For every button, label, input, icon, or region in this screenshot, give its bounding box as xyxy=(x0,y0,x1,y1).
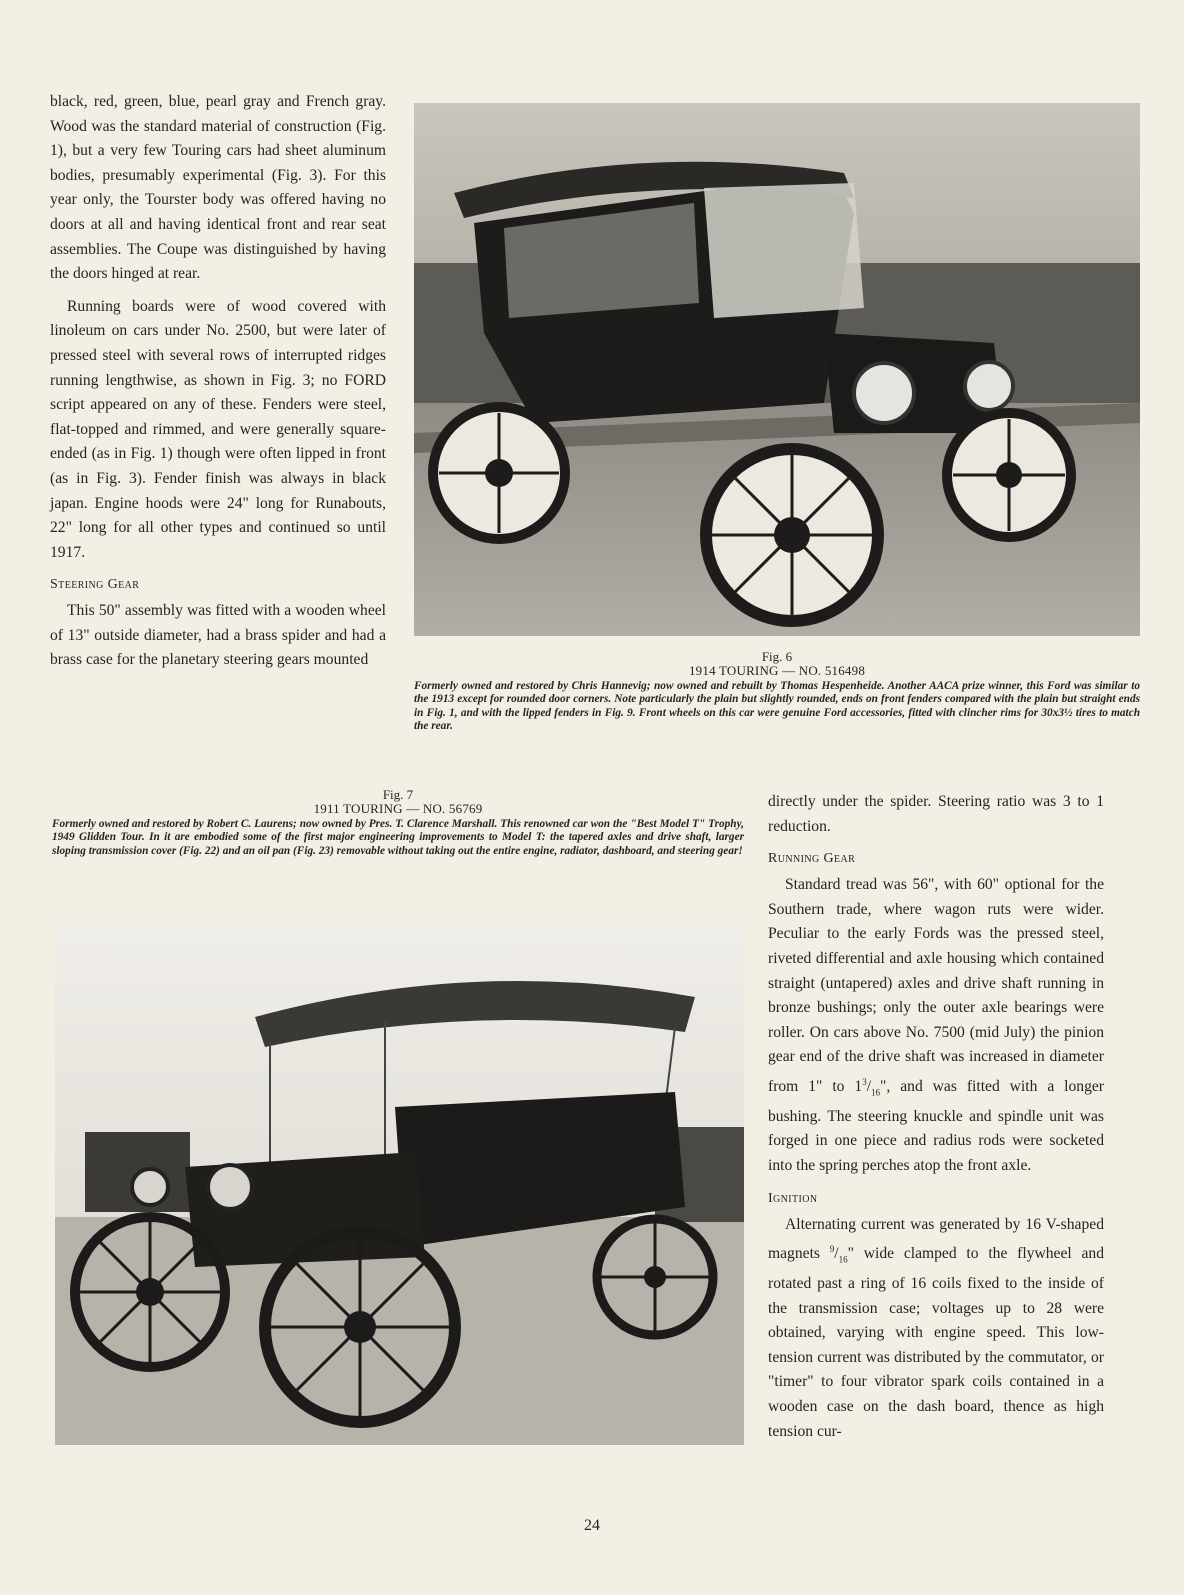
paragraph-colors-bodies: black, red, green, blue, pearl gray and French gray. Wood was the standard material of construction (Fig. 1), but a very few Touring cars had sheet aluminum bodies, presumably experimental (Fig. 3). For this year only, the Tourster body was offered having no doors at all and having identical front and rear seat assemblies. The Coupe was distinguished by having the doors hinged at rear. xyxy=(50,93,386,283)
right-column xyxy=(768,790,1104,1452)
running-gear-text-a: Standard tread was 56", with 60" optional for the Southern trade, where wagon ruts were wider. Peculiar to the early Fords was the pressed steel, riveted differential and axle housing which contained straight (untapered) axles and drive shaft running in bronze bushings; only the outer axle bearings were roller. On cars above No. 7500 (mid July) the pinion gear end of the drive shaft was increased in diameter from 1" to 1 xyxy=(768,876,1104,1096)
heading-ignition: Ignition xyxy=(768,1190,818,1206)
left-column xyxy=(50,90,386,681)
photo-fig7-image xyxy=(55,917,744,1445)
fig7-caption-text: Formerly owned and restored by Robert C. Laurens; now owned by Pres. T. Clarence Marshall. This renowned car won the "Best Model T" Trophy, 1949 Glidden Tour. In it are embodied some of the first major engineering improvements to Model T: the tapered axles and drive shaft, larger sloping transmission cover (Fig. 22) and an oil pan (Fig. 23) removable without taking out the entire engine, radiator, dashboard, and steering gear! xyxy=(52,818,744,857)
photo-fig7-1911-touring xyxy=(55,917,744,1445)
fig6-caption-text: Formerly owned and restored by Chris Hannevig; now owned and rebuilt by Thomas Hespenheide. Another AACA prize winner, this Ford was similar to the 1913 except for rounded door corners. Note particularly the plain but slightly rounded, ends on front fenders compared with the plain but straight ends in Fig. 1, and with the lipped fenders in Fig. 9. Front wheels on this car were genuine Ford accessories, fitted with clincher rims for 30x3½ tires to match the rear. xyxy=(414,680,1140,733)
running-gear-text-b: ", and was fitted with a longer bushing. The steering knuckle and spindle unit was forged in one piece and radius rods were socketed into the spring perches atop the front axle. xyxy=(768,1078,1104,1175)
fraction-numerator: 3 xyxy=(862,1076,867,1087)
fraction-denominator: 16 xyxy=(871,1087,881,1098)
paragraph-steering-ratio: directly under the spider. Steering ratio was 3 to 1 reduction. xyxy=(768,793,1104,835)
paragraph-running-gear: Standard tread was 56", with 60" optional for the Southern trade, where wagon ruts were wider. Peculiar to the early Fords was the pressed steel, riveted differential and axle housing which contained straight (untapered) axles and drive shaft running in bronze bushings; only the outer axle bearings were roller. On cars above No. 7500 (mid July) the pinion gear end of the drive shaft was increased in diameter from 1" to $1^3/_{16}$", and was fitted with a longer bushing. The steering knuckle and spindle unit was forged in one piece and radius rods were socketed into the spring perches atop the front axle. xyxy=(768,876,1104,1175)
fig6-title: 1914 TOURING — NO. 516498 xyxy=(688,663,866,678)
ignition-text-b: " wide clamped to the flywheel and rotated past a ring of 16 coils fixed to the inside of the transmission case; voltages up to 28 were obtained, varying with engine speed. This low-tension current was distributed by the commutator, or "timer" to four vibrator spark coils contained in a wooden case on the dash board, thence as high tension cur- xyxy=(768,1245,1104,1440)
page-number: 24 xyxy=(584,1517,600,1534)
paragraph-running-boards: Running boards were of wood covered with linoleum on cars under No. 2500, but were later of pressed steel with several rows of interrupted ridges running lengthwise, as shown in Fig. 3; no FORD script appeared on any of these. Fenders were steel, flat-topped and rimmed, and were generally square-ended (as in Fig. 1) though were often lipped in front (as in Fig. 3). Fender finish was always in black japan. Engine hoods were 24" long for Runabouts, 22" long for all other types and continued so until 1917. xyxy=(50,297,386,561)
paragraph-ignition: Alternating current was generated by 16 V-shaped magnets $^9/_{16}$" wide clamped to the flywheel and rotated past a ring of 16 coils fixed to the inside of the transmission case; voltages up to 28 were obtained, varying with engine speed. This low-tension current was distributed by the commutator, or "timer" to four vibrator spark coils contained in a wooden case on the dash board, thence as high tension cur- xyxy=(768,1215,1104,1440)
heading-running-gear: Running Gear xyxy=(768,851,856,867)
fraction-numerator: 9 xyxy=(829,1244,835,1255)
paragraph-steering: This 50" assembly was fitted with a wooden wheel of 13" outside diameter, had a brass spider and had a brass case for the planetary steering gears mounted xyxy=(50,602,386,669)
caption-fig6 xyxy=(414,650,1140,734)
caption-fig7 xyxy=(52,788,744,858)
heading-steering-gear: Steering Gear xyxy=(50,577,140,593)
photo-fig6-image xyxy=(414,103,1140,636)
fig6-label: Fig. 6 xyxy=(761,649,793,664)
photo-fig6-1914-touring xyxy=(414,103,1140,636)
fraction-denominator: 16 xyxy=(838,1254,848,1265)
ignition-text-a: Alternating current was generated by 16 V-shaped magnets xyxy=(768,1215,1104,1263)
fig7-label: Fig. 7 xyxy=(382,787,414,802)
fig7-title: 1911 TOURING — NO. 56769 xyxy=(313,801,483,816)
